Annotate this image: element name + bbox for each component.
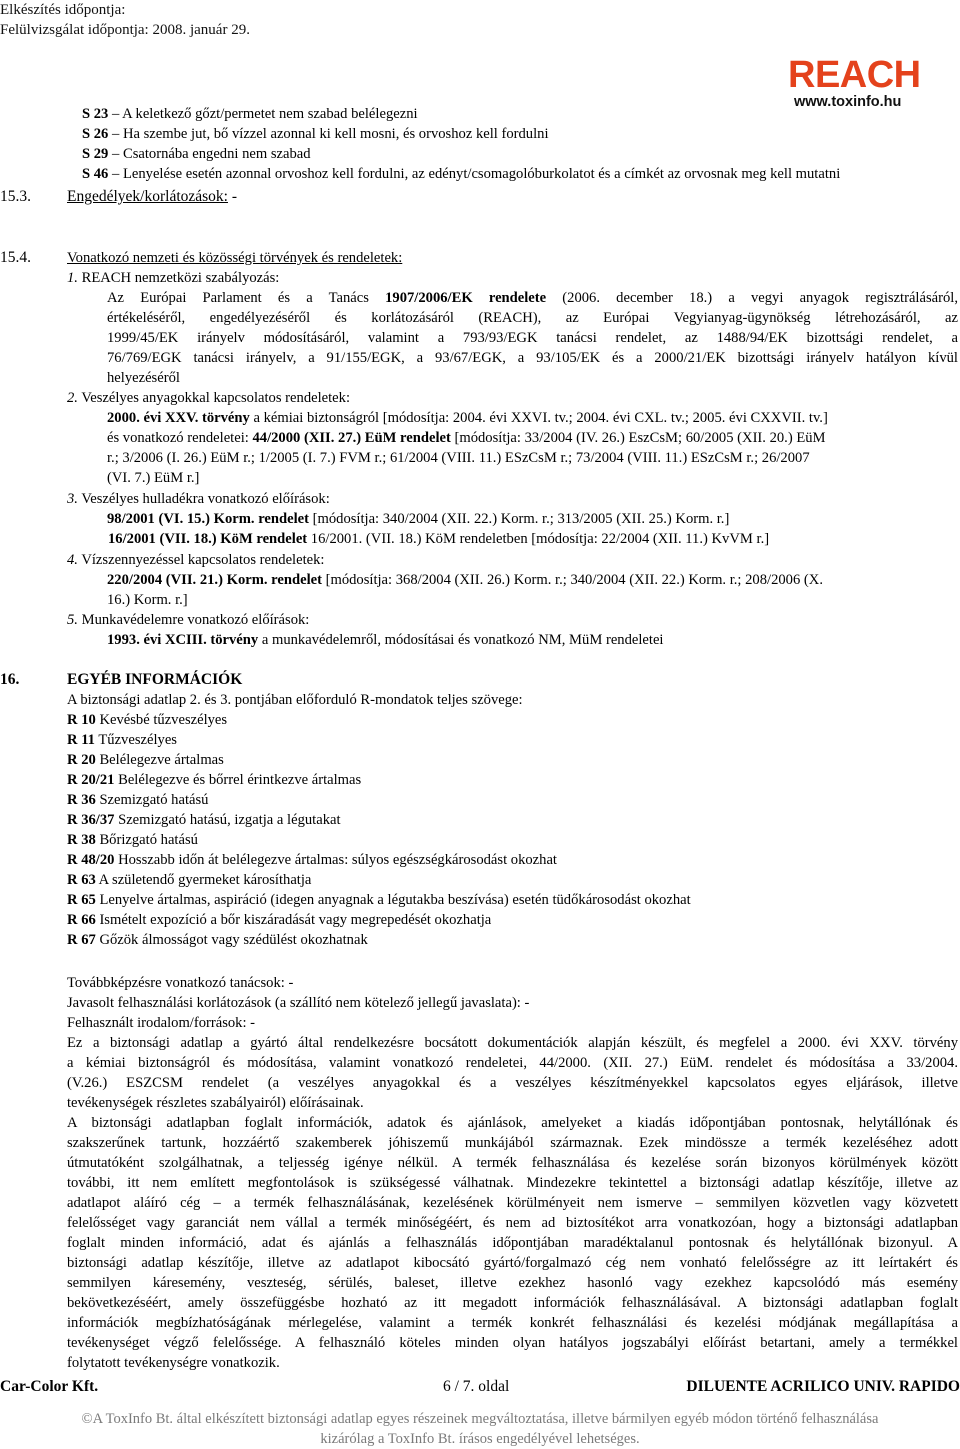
- item-number: 2.: [67, 390, 78, 406]
- note-sources: Felhasznált irodalom/források: -: [67, 1015, 256, 1031]
- disclaimer-line: kizárólag a ToxInfo Bt. írásos engedélyével lehetséges.: [320, 1431, 640, 1447]
- item-title: Veszélyes hulladékra vonatkozó előírások:: [77, 491, 330, 507]
- item-4-heading: [67, 550, 324, 570]
- r-phrase-code: R 48/20: [67, 852, 115, 868]
- logo-url: www.toxinfo.hu: [794, 94, 902, 110]
- closing-line: Ez a biztonsági adatlap a gyártó által rendelkezésre bocsátott dokumentációk alapján készült, és megfelel a 2000. évi XXV. törvény: [67, 1035, 958, 1051]
- page-footer: [0, 1377, 960, 1399]
- section-title: Vonatkozó nemzeti és közösségi törvények és rendeletek:: [67, 250, 403, 266]
- closing-line: tevékenységek részletes szabályairól) előírásainak.: [67, 1095, 364, 1111]
- s-phrase: [82, 144, 952, 164]
- body-line: 16.) Korm. r.]: [107, 592, 188, 608]
- body-line: [107, 529, 958, 549]
- header-revision-date: Felülvizsgálat időpontja: 2008. január 29.: [0, 22, 250, 38]
- body-line: [107, 288, 958, 308]
- r-phrase: [67, 870, 947, 890]
- body-line: 76/769/EGK tanácsi irányelv, a 91/155/EGK, a 93/67/EGK, a 93/105/EK és a 2000/21/EK bizottsági irányelv hatályon kívül: [107, 350, 958, 366]
- closing-line: felelősséget vagy garanciát nem vállal a termék minőségéért, és nem ad biztosítékot arra vonatkozóan, hogy a biztonsági adatlapban: [67, 1215, 958, 1231]
- s-phrase-text: – Lenyelése esetén azonnal orvoshoz kell fordulni, az edényt/csomagolóburkolatot és a címkét az orvosnak meg kell mutatni: [112, 166, 841, 182]
- item-title: Vízszennyezéssel kapcsolatos rendeletek:: [77, 552, 325, 568]
- r-phrase-text: Hosszabb időn át belélegezve ártalmas: súlyos egészségkárosodást okozhat: [114, 852, 557, 868]
- text-run: 16/2001. (VII. 18.) KöM rendeletben [módosítja: 22/2004 (XII. 11.) KvVM r.]: [307, 531, 770, 547]
- closing-line: adatlapot aláíró cég – a termék felhasználásának, kezelésének körülményeit nem ismerve – semmilyen közvetlen vagy közvetett: [67, 1195, 958, 1211]
- r-phrase-code: R 10: [67, 712, 96, 728]
- body-line: [107, 570, 958, 590]
- r-phrase: [67, 910, 947, 930]
- item-5-heading: [67, 610, 309, 630]
- section-title: EGYÉB INFORMÁCIÓK: [67, 671, 243, 688]
- closing-line: útmutatóként szolgálhatnak, a teljesség igénye nélkül. A termék felhasználása és kezelése során bizonyos körülmények között: [67, 1155, 958, 1171]
- footer-company: Car-Color Kft.: [0, 1378, 99, 1395]
- r-phrase: [67, 850, 947, 870]
- item-3-heading: [67, 489, 330, 509]
- r-phrase-text: Belélegezve ártalmas: [95, 752, 224, 768]
- note-training: Továbbképzésre vonatkozó tanácsok: -: [67, 975, 294, 991]
- r-phrase-code: R 67: [67, 932, 96, 948]
- section-value: -: [227, 188, 238, 205]
- body-line: [107, 509, 958, 529]
- text-run: [módosítja: 368/2004 (XII. 26.) Korm. r.; 340/2004 (XII. 22.) Korm. r.; 208/2006 (X.: [321, 572, 823, 588]
- closing-line: tevékenységet végző felelőssége. A felhasználó köteles minden olyan hatályos jogszabályi előírást betartani, amely a termékkel: [67, 1335, 958, 1351]
- item-3-body: [107, 509, 958, 549]
- r-phrase-text: Belélegezve és bőrrel érintkezve ártalmas: [114, 772, 362, 788]
- section-16-intro: A biztonsági adatlap 2. és 3. pontjában előforduló R-mondatok teljes szövege:: [67, 692, 523, 708]
- item-2-body: [107, 408, 958, 488]
- r-phrase: [67, 770, 947, 790]
- r-phrase-text: Kevésbé tűzveszélyes: [95, 712, 228, 728]
- r-phrase-code: R 38: [67, 832, 96, 848]
- r-phrase-text: Gőzök álmosságot vagy szédülést okozhatnak: [95, 932, 368, 948]
- s-phrase-text: – Csatornába engedni nem szabad: [112, 146, 311, 162]
- body-line: [107, 428, 958, 448]
- item-5-body: [107, 630, 958, 650]
- s-phrase-code: S 29: [82, 146, 109, 162]
- item-1-body: [107, 288, 958, 388]
- body-line: (VI. 7.) EüM r.]: [107, 470, 200, 486]
- r-phrase-text: Lenyelve ártalmas, aspiráció (idegen anyagnak a légutakba beszívása) esetén tüdőkárosodást okozhat: [95, 892, 691, 908]
- item-2-heading: [67, 388, 350, 408]
- r-phrase-code: R 66: [67, 912, 96, 928]
- body-line: 1999/45/EK irányelv módosításáról, valamint a 793/93/EGK tanácsi rendelet, az 1488/94/EK bizottsági rendelet, a: [107, 330, 958, 346]
- regulation-ref: 1907/2006/EK rendelete: [385, 290, 547, 306]
- r-phrase-list: [67, 710, 947, 950]
- body-line: helyezéséről: [107, 370, 180, 386]
- section-number: 16.: [0, 671, 20, 688]
- r-phrase-code: R 20/21: [67, 772, 115, 788]
- r-phrase-code: R 65: [67, 892, 96, 908]
- s-phrase-code: S 26: [82, 126, 109, 142]
- closing-line: semmilyen káresemény, veszteség, sérülés, baleset, illetve ezekhez hasonló vagy ezekhez kapcsolódó más esemény: [67, 1275, 958, 1291]
- item-number: 5.: [67, 612, 78, 628]
- text-run: Az Európai Parlament és a Tanács: [107, 290, 386, 306]
- section-title: Engedélyek/korlátozások:: [67, 188, 228, 205]
- r-phrase: [67, 830, 947, 850]
- closing-line: a kémiai biztonságról és módosítása, valamint vonatkozó rendeletei, 44/2000. (XII. 27.) EüM. rendelet és módosítása a 33/2004.: [67, 1055, 958, 1071]
- r-phrase: [67, 930, 947, 950]
- r-phrase-text: Szemizgató hatású, izgatja a légutakat: [114, 812, 341, 828]
- note-restrictions: Javasolt felhasználási korlátozások (a szállító nem kötelező jellegű javaslata): -: [67, 995, 530, 1011]
- regulation-ref: 220/2004 (VII. 21.) Korm. rendelet: [107, 572, 322, 588]
- disclaimer-line: ©A ToxInfo Bt. által elkészített biztonsági adatlap egyes részeinek megváltoztatása, illetve bármilyen egyéb módon történő felhasználása: [81, 1411, 879, 1427]
- s-phrase-list: [82, 104, 952, 184]
- closing-line: biztonsági adatlap készítője, illetve az adatlapot kibocsátó gyártó/forgalmazó cég nem vonható felelősségre az itt leírtakért és: [67, 1255, 958, 1271]
- s-phrase-code: S 46: [82, 166, 109, 182]
- closing-line: A biztonsági adatlapban foglalt információk, adatok és ajánlások, amelyeket a kiadás időpontjában pontosnak, helytállónak és: [67, 1115, 958, 1131]
- item-title: Munkavédelemre vonatkozó előírások:: [77, 612, 310, 628]
- body-line: r.; 3/2006 (I. 26.) EüM r.; 1/2005 (I. 7.) FVM r.; 61/2004 (VIII. 11.) ESzCsM r.; 73/2004 (VIII. 11.) ESzCsM r.; 26/2007: [107, 450, 810, 466]
- regulation-ref: 16/2001 (VII. 18.) KöM rendelet: [108, 531, 308, 547]
- r-phrase: [67, 790, 947, 810]
- section-number: 15.3.: [0, 188, 31, 205]
- item-title: Veszélyes anyagokkal kapcsolatos rendeletek:: [77, 390, 351, 406]
- r-phrase: [67, 710, 947, 730]
- regulation-ref: 44/2000 (XII. 27.) EüM rendelet: [252, 430, 451, 446]
- r-phrase: [67, 810, 947, 830]
- r-phrase: [67, 750, 947, 770]
- r-phrase-text: Bőrizgató hatású: [95, 832, 198, 848]
- r-phrase-text: A születendő gyermeket károsíthatja: [95, 872, 312, 888]
- text-run: (2006. december 18.) a vegyi anyagok regisztrálásáról,: [546, 290, 958, 306]
- body-line: [107, 408, 958, 428]
- reach-logo: [788, 56, 938, 110]
- footer-product-name: DILUENTE ACRILICO UNIV. RAPIDO: [686, 1378, 960, 1395]
- r-phrase-code: R 63: [67, 872, 96, 888]
- closing-line: bekövetkezéséért, amely összefüggésbe hozható az itt megadott információk felhasználásával. A biztonsági adatlapban foglalt: [67, 1295, 958, 1311]
- s-phrase: [82, 104, 952, 124]
- closing-line: információk megbízhatóságának mérlegelése, valamint a termék konkrét felhasználási és kezelési módjának megállapítása a: [67, 1315, 958, 1331]
- text-run: [módosítja: 340/2004 (XII. 22.) Korm. r.; 313/2005 (XII. 25.) Korm. r.]: [308, 511, 730, 527]
- r-phrase-code: R 11: [67, 732, 95, 748]
- closing-paragraph: [67, 1033, 958, 1373]
- text-run: és vonatkozó rendeletei:: [107, 430, 253, 446]
- r-phrase-code: R 20: [67, 752, 96, 768]
- header-created-date: Elkészítés időpontja:: [0, 2, 126, 18]
- text-run: [módosítja: 33/2004 (IV. 26.) EszCsM; 60/2005 (XII. 20.) EüM: [450, 430, 826, 446]
- copyright-disclaimer: [0, 1409, 960, 1449]
- item-title: REACH nemzetközi szabályozás:: [77, 270, 280, 286]
- closing-line: szakszerűnek tartunk, hozzáértő szakemberek jóhiszemű munkájából származnak. Ezek mindössze a termék kezeléséhez adott: [67, 1135, 958, 1151]
- s-phrase-text: – Ha szembe jut, bő vízzel azonnal ki kell mosni, és orvoshoz kell fordulni: [112, 126, 549, 142]
- item-1-heading: [67, 268, 279, 288]
- s-phrase: [82, 164, 952, 184]
- item-number: 4.: [67, 552, 78, 568]
- r-phrase-code: R 36: [67, 792, 96, 808]
- section-number: 15.4.: [0, 249, 31, 266]
- closing-line: folytatott tevékenységre vonatkozik.: [67, 1355, 280, 1371]
- closing-line: foglalt minden információ, adat és ajánlás a felhasználás időpontjában maradéktalanul pontosnak és helytállónak bizonyul. A: [67, 1235, 958, 1251]
- item-number: 1.: [67, 270, 78, 286]
- r-phrase-code: R 36/37: [67, 812, 115, 828]
- closing-line: (V.26.) ESZCSM rendelet (a veszélyes anyagokkal és a veszélyes készítményekkel kapcsolatos egyes eljárások, illetve: [67, 1075, 958, 1091]
- r-phrase-text: Szemizgató hatású: [95, 792, 209, 808]
- s-phrase-code: S 23: [82, 106, 109, 122]
- r-phrase-text: Tűzveszélyes: [94, 732, 177, 748]
- closing-line: további, itt nem említett megfontolások is szükségessé válhatnak. Mindezekre tekintettel a biztonsági adatlap készítője, illetve az: [67, 1175, 958, 1191]
- notes-block: [67, 973, 947, 1033]
- regulation-ref: 2000. évi XXV. törvény: [107, 410, 250, 426]
- r-phrase: [67, 890, 947, 910]
- text-run: a kémiai biztonságról [módosítja: 2004. évi XXVI. tv.; 2004. évi CXL. tv.; 2005. évi CXXVII. tv.]: [249, 410, 828, 426]
- regulation-ref: 1993. évi XCIII. törvény: [107, 632, 259, 648]
- footer-page-number: 6 / 7. oldal: [443, 1378, 510, 1395]
- logo-word: REACH: [788, 54, 921, 96]
- item-number: 3.: [67, 491, 78, 507]
- body-line: értékeléséről, engedélyezéséről és korlátozásáról (REACH), az Európai Vegyianyag-ügynökség létrehozásáról, az: [107, 310, 958, 326]
- text-run: a munkavédelemről, módosításai és vonatkozó NM, MüM rendeletei: [258, 632, 664, 648]
- s-phrase-text: – A keletkező gőzt/permetet nem szabad belélegezni: [112, 106, 418, 122]
- r-phrase-text: Ismételt expozíció a bőr kiszáradását vagy megrepedését okozhatja: [95, 912, 492, 928]
- body-line: [107, 630, 958, 650]
- s-phrase: [82, 124, 952, 144]
- r-phrase: [67, 730, 947, 750]
- regulation-ref: 98/2001 (VI. 15.) Korm. rendelet: [107, 511, 309, 527]
- document-header: [0, 0, 250, 40]
- item-4-body: [107, 570, 958, 610]
